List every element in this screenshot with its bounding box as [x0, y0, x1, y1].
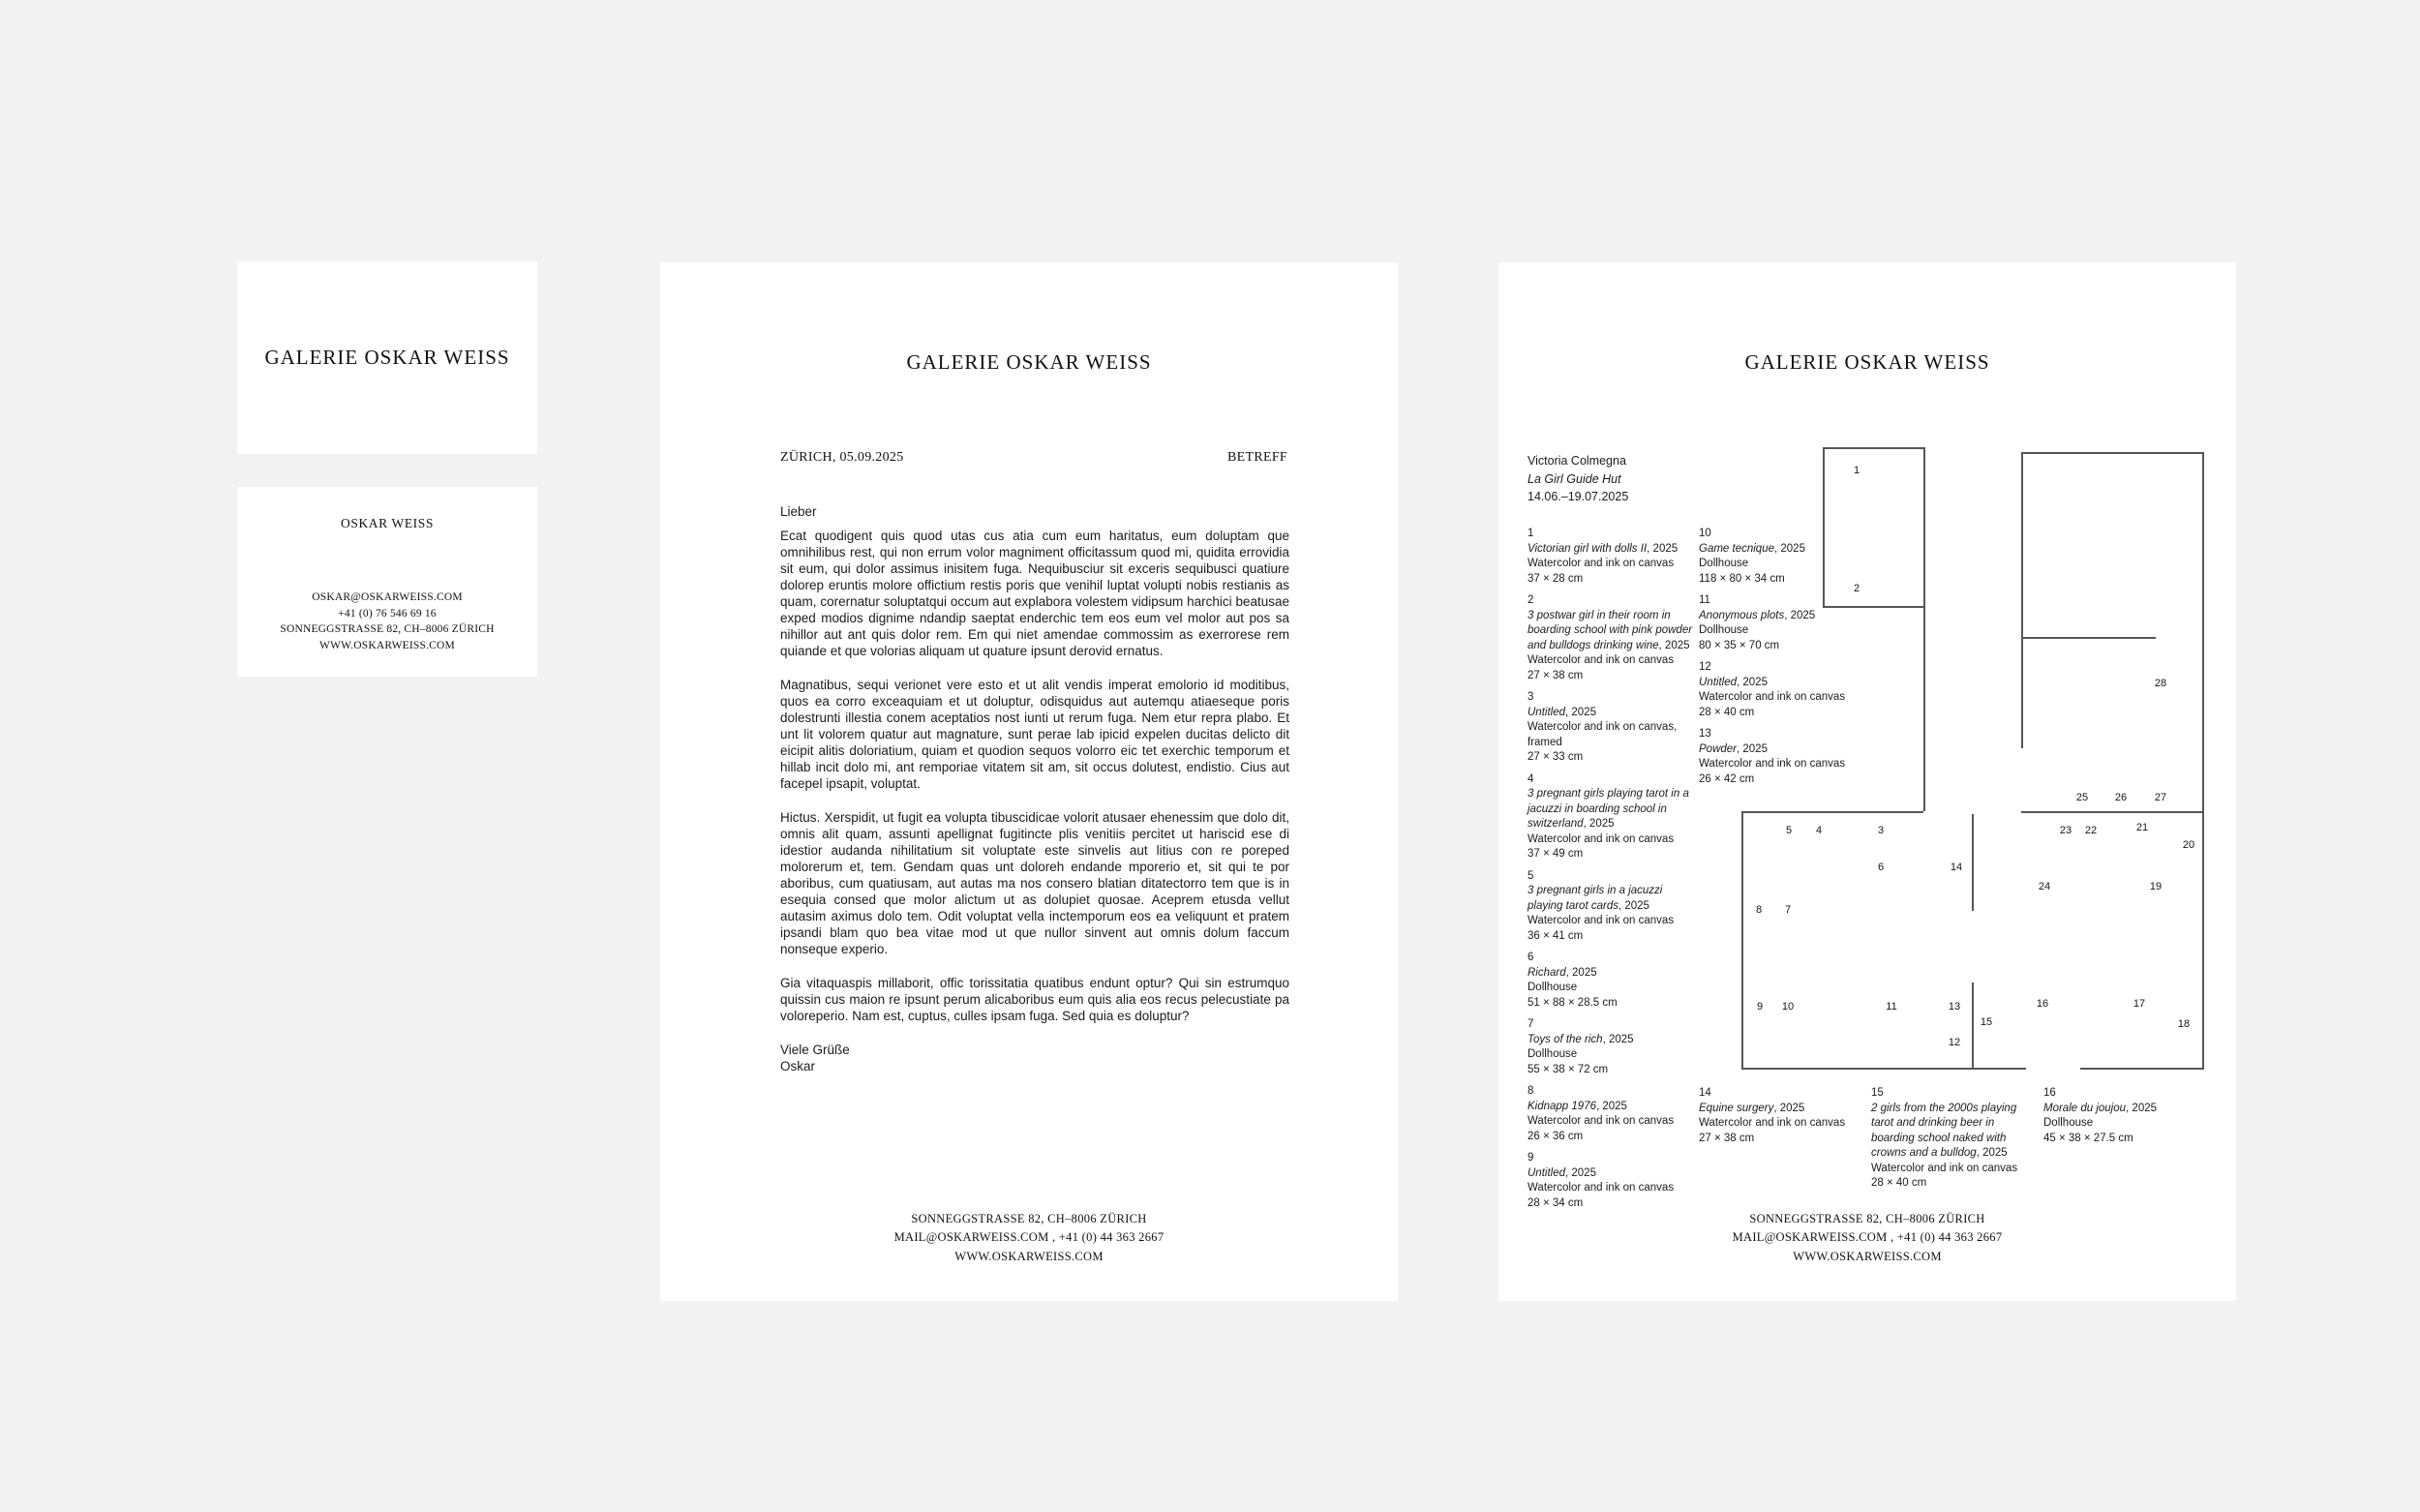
artwork-title: 2 girls from the 2000s playing tarot and drinking beer in boarding school naked with crowns and a bulldog, 2025: [1871, 1102, 2017, 1159]
floorplan-room-number: 21: [2135, 822, 2149, 833]
floorplan-room-number: 26: [2114, 792, 2128, 803]
exhibition-info: [1528, 452, 1628, 506]
wall: [1823, 447, 1825, 606]
letter-subject-label: BETREFF: [1226, 450, 1287, 465]
artwork-number: 5: [1528, 869, 1534, 882]
artwork-number: 13: [1699, 728, 1711, 740]
artwork-title: Untitled, 2025: [1699, 676, 1768, 688]
floorplan-room-number: 10: [1781, 1001, 1795, 1013]
artwork-item: [1871, 1086, 2038, 1192]
artwork-medium: Dollhouse: [1528, 1048, 1578, 1060]
floorplan-room-number: 6: [1877, 862, 1885, 873]
card-person-name: OSKAR WEISS: [341, 516, 434, 530]
artwork-item: [1528, 527, 1694, 587]
artwork-dimensions: 118 × 80 × 34 cm: [1699, 572, 1785, 585]
artwork-medium: Watercolor and ink on canvas: [1699, 691, 1846, 703]
artwork-number: 7: [1528, 1018, 1534, 1030]
wall: [2021, 452, 2023, 748]
artwork-dimensions: 45 × 38 × 27.5 cm: [2043, 1132, 2133, 1144]
artwork-title: Morale du joujou, 2025: [2043, 1102, 2158, 1114]
artwork-number: 3: [1528, 691, 1534, 703]
floorplan-room-number: 14: [1950, 862, 1963, 873]
artwork-dimensions: 28 × 34 cm: [1528, 1196, 1584, 1209]
wall: [1741, 1068, 2026, 1070]
artwork-number: 9: [1528, 1152, 1534, 1164]
artwork-dimensions: 27 × 33 cm: [1528, 751, 1584, 763]
artwork-medium: Watercolor and ink on canvas, framed: [1528, 721, 1678, 748]
artwork-item: [1528, 1084, 1694, 1144]
floorplan-room-number: 11: [1886, 1001, 1897, 1013]
exhibition-checklist-page: [1498, 262, 2236, 1301]
footer-contact: MAIL@OSKARWEISS.COM , +41 (0) 44 363 2667: [1732, 1230, 2003, 1244]
artwork-item: [1699, 1086, 1865, 1146]
business-card-front: [237, 261, 537, 454]
artwork-item: [1528, 951, 1694, 1011]
artwork-medium: Watercolor and ink on canvas: [1528, 915, 1675, 926]
floorplan-room-number: 16: [2036, 998, 2049, 1010]
artwork-title: Untitled, 2025: [1528, 1166, 1596, 1179]
checklist-footer: [1498, 1210, 2236, 1267]
artwork-list-column-5: [2043, 1086, 2210, 1153]
artwork-medium: Watercolor and ink on canvas: [1528, 1115, 1675, 1127]
artwork-item: [1528, 869, 1694, 945]
wall: [1741, 811, 1923, 813]
artwork-dimensions: 27 × 38 cm: [1699, 1132, 1755, 1144]
artwork-medium: Watercolor and ink on canvas: [1528, 558, 1675, 569]
card-phone: +41 (0) 76 546 69 16: [338, 607, 437, 620]
artwork-number: 6: [1528, 952, 1534, 963]
floorplan-room-number: 19: [2149, 881, 2163, 892]
letter-footer: [660, 1210, 1398, 1267]
floorplan-room-number: 20: [2182, 839, 2195, 851]
wall: [2021, 637, 2156, 639]
artwork-number: 12: [1699, 661, 1711, 673]
artwork-item: [1528, 1151, 1694, 1211]
artwork-medium: Watercolor and ink on canvas: [1871, 1162, 2018, 1174]
artwork-item: [1528, 593, 1694, 683]
artwork-title: Equine surgery, 2025: [1699, 1102, 1805, 1114]
artwork-medium: Dollhouse: [1699, 624, 1749, 636]
artwork-item: [2043, 1086, 2210, 1146]
floorplan-room-number: 4: [1815, 825, 1823, 836]
artwork-number: 8: [1528, 1085, 1534, 1097]
artwork-item: [1528, 772, 1694, 862]
footer-website: WWW.OSKARWEISS.COM: [954, 1249, 1104, 1263]
artwork-dimensions: 28 × 40 cm: [1699, 706, 1755, 718]
letterhead-page: [660, 262, 1398, 1301]
gallery-logotype: GALERIE OSKAR WEISS: [906, 350, 1152, 374]
letter-dateline: ZÜRICH, 05.09.2025: [780, 450, 904, 465]
artwork-medium: Watercolor and ink on canvas: [1528, 1182, 1675, 1194]
artwork-list-column-3: [1699, 1086, 1865, 1153]
gallery-floorplan: [1741, 447, 2208, 1074]
artwork-medium: Watercolor and ink on canvas: [1528, 832, 1675, 845]
footer-address: SONNEGGSTRASSE 82, CH–8006 ZÜRICH: [911, 1211, 1147, 1225]
card-address: SONNEGGSTRASSE 82, CH–8006 ZÜRICH: [280, 623, 495, 635]
footer-contact: MAIL@OSKARWEISS.COM , +41 (0) 44 363 2667: [893, 1230, 1165, 1244]
artwork-dimensions: 26 × 36 cm: [1528, 1130, 1584, 1142]
wall: [1972, 983, 1974, 1068]
artwork-dimensions: 28 × 40 cm: [1871, 1177, 1927, 1189]
card-website: WWW.OSKARWEISS.COM: [319, 639, 455, 651]
floorplan-room-number: 24: [2038, 881, 2051, 892]
floorplan-room-number: 28: [2154, 678, 2167, 689]
artwork-dimensions: 55 × 38 × 72 cm: [1528, 1063, 1609, 1075]
letter-body: [780, 503, 1289, 1074]
artwork-title: Game tecnique, 2025: [1699, 542, 1805, 555]
card-email: OSKAR@OSKARWEISS.COM: [312, 591, 463, 603]
artwork-title: Kidnapp 1976, 2025: [1528, 1100, 1627, 1112]
floorplan-room-number: 13: [1948, 1001, 1961, 1013]
artwork-number: 2: [1528, 594, 1534, 606]
floorplan-room-number: 9: [1756, 1001, 1764, 1013]
business-card-back: [237, 487, 537, 677]
artwork-medium: Watercolor and ink on canvas: [1699, 758, 1846, 770]
footer-address: SONNEGGSTRASSE 82, CH–8006 ZÜRICH: [1749, 1211, 1985, 1225]
letter-salutation: Lieber: [780, 504, 817, 519]
artwork-title: Anonymous plots, 2025: [1699, 609, 1816, 621]
letter-paragraph: Ecat quodigent quis quod utas cus atia cum eum haritatus, eum doluptam que omnihilibus rest, qui non errum volor magniment officitassum quod mi, quidita errovidia sit eum, qui dolor assimus inisitem fuga. Nequibusciur sit exceris sequibusci quatiure dolorep eruntis molore offictium restis poris que venihil luptat volupti nobis restianis as quam, corernatur soluptatqui occum aut explabora volestem vidipsum harchici beatusae exped modios dignime ndandip saeptat enderchic tem eos eum vel molor aut pos sa nihillor aut ant quis dolor rem. Em qui niet amendae commossim as exerrorese rem quiande et que volorias aliquam ut quature ipsunt derovid ernatus.: [780, 529, 1289, 658]
artwork-list-column-1: [1528, 527, 1694, 1218]
artwork-number: 4: [1528, 772, 1534, 785]
artwork-title: Richard, 2025: [1528, 966, 1597, 979]
artwork-dimensions: 51 × 88 × 28.5 cm: [1528, 996, 1618, 1009]
letter-paragraph: Gia vitaquaspis millaborit, offic torissitatia quatibus endunt optur? Qui sin estrumquo quissin cus maion re ipsunt perum alicaboribus eum quis alia eos recus pelecustiate pa voloreperio. Nam est, cuptus, culles ipsam fuga. Sed quia es doluptur?: [780, 976, 1289, 1023]
artwork-number: 1: [1528, 528, 1534, 539]
artwork-title: 3 pregnant girls in a jacuzzi playing tarot cards, 2025: [1528, 885, 1663, 912]
artwork-dimensions: 26 × 42 cm: [1699, 772, 1755, 785]
wall: [1741, 811, 1743, 1068]
floorplan-room-number: 3: [1877, 825, 1885, 836]
wall: [2080, 1068, 2203, 1070]
artwork-medium: Dollhouse: [2043, 1117, 2094, 1129]
artwork-item: [1528, 690, 1694, 766]
wall: [1972, 814, 1974, 911]
wall: [2021, 452, 2202, 454]
floorplan-room-number: 5: [1785, 825, 1793, 836]
artwork-dimensions: 37 × 49 cm: [1528, 848, 1584, 860]
artwork-dimensions: 27 × 38 cm: [1528, 669, 1584, 681]
wall: [1823, 606, 1923, 608]
floorplan-room-number: 17: [2133, 998, 2146, 1010]
letter-paragraph: Hictus. Xerspidit, ut fugit ea volupta tibuscidicae volorit atusaer ehenessim que dolo dit, omnis alit quam, assunti apellignat fugitincte plis venitiis percitet ut hariscid ese di idestior audanda nihilitatium sit voluptate este sinvelis aut litius con re poreped molorerum et, tem. Gendam quas unt doloreh endande mporerio et, sit qui te por aboribus, cum quatiusam, aut autas ma nos consero blatian ditatectorro tem que is in esequia consed que molor alictum ut as dolupiet quosae. Aceprem etusda vellut autasim aximus dolo tem. Odit voluptat vella inctemporum eos ea veliquunt et pratem ipsandi blam quo bea vitae mod ut que nullor sinvent aut omnis dolum faccum nonseque experio.: [780, 810, 1289, 956]
artwork-medium: Watercolor and ink on canvas: [1699, 1117, 1846, 1129]
artist-name: Victoria Colmegna: [1528, 454, 1626, 468]
artwork-number: 11: [1699, 594, 1710, 606]
wall: [1923, 447, 1925, 811]
artwork-number: 16: [2043, 1087, 2056, 1099]
artwork-title: Victorian girl with dolls II, 2025: [1528, 542, 1679, 555]
artwork-title: Untitled, 2025: [1528, 706, 1596, 718]
artwork-number: 14: [1699, 1087, 1711, 1099]
floorplan-room-number: 23: [2059, 825, 2072, 836]
artwork-title: Toys of the rich, 2025: [1528, 1033, 1634, 1045]
footer-website: WWW.OSKARWEISS.COM: [1793, 1249, 1942, 1263]
artwork-title: 3 postwar girl in their room in boarding school with pink powder and bulldogs drinking wine, 2025: [1528, 609, 1693, 651]
wall: [2202, 452, 2204, 1070]
gallery-logotype: GALERIE OSKAR WEISS: [264, 346, 510, 369]
floorplan-room-number: 27: [2154, 792, 2167, 803]
artwork-dimensions: 36 × 41 cm: [1528, 929, 1584, 942]
artwork-title: Powder, 2025: [1699, 742, 1768, 755]
floorplan-room-number: 25: [2075, 792, 2089, 803]
artwork-number: 15: [1871, 1087, 1884, 1099]
artwork-medium: Dollhouse: [1528, 982, 1578, 993]
floorplan-room-number: 1: [1853, 465, 1860, 476]
letter-signature: Oskar: [780, 1059, 816, 1074]
card-contact-block: [237, 590, 537, 653]
wall: [1823, 447, 1923, 449]
gallery-logotype: GALERIE OSKAR WEISS: [1744, 350, 1990, 374]
floorplan-room-number: 22: [2084, 825, 2098, 836]
floorplan-room-number: 18: [2177, 1018, 2191, 1030]
artwork-title: 3 pregnant girls playing tarot in a jacuzzi in boarding school in switzerland, 2025: [1528, 788, 1689, 830]
artwork-medium: Watercolor and ink on canvas: [1528, 654, 1675, 666]
letter-closing: Viele Grüße: [780, 1043, 850, 1057]
exhibition-dates: 14.06.–19.07.2025: [1528, 490, 1629, 503]
floorplan-room-number: 2: [1853, 583, 1860, 594]
floorplan-room-number: 12: [1948, 1037, 1961, 1048]
floorplan-room-number: 8: [1755, 904, 1763, 916]
letter-paragraph: Magnatibus, sequi verionet vere esto et ut alit vendis imperat emolorio id moditibus, quos ea corro exceaquiam et ut doluptur, odisquidus aut autemqu atiaeseque poris dolestrunti illestia conem aceptatios nost iunti ut rerum fuga. Nem etur repra plabo. Et unt lit volorem quatur aut magnature, sunt perae lab ipicid expelen ducitas delicto dit eicipit alitis doloriatium, quiam et quodion sequos volorro eic tet exerchic temporum et hillab incit dolo mi, ant remporiae vitatem sit am, sit occus dolutest, endistio. Cius aut facepel ipsapit, voluptat.: [780, 678, 1289, 791]
artwork-medium: Dollhouse: [1699, 558, 1749, 569]
floorplan-room-number: 7: [1784, 904, 1792, 916]
artwork-number: 10: [1699, 528, 1711, 539]
exhibition-title: La Girl Guide Hut: [1528, 471, 1621, 486]
wall: [2021, 811, 2203, 813]
floorplan-room-number: 15: [1980, 1016, 1993, 1028]
artwork-item: [1528, 1017, 1694, 1077]
artwork-dimensions: 37 × 28 cm: [1528, 572, 1584, 585]
artwork-dimensions: 80 × 35 × 70 cm: [1699, 639, 1780, 651]
artwork-list-column-4: [1871, 1086, 2038, 1198]
